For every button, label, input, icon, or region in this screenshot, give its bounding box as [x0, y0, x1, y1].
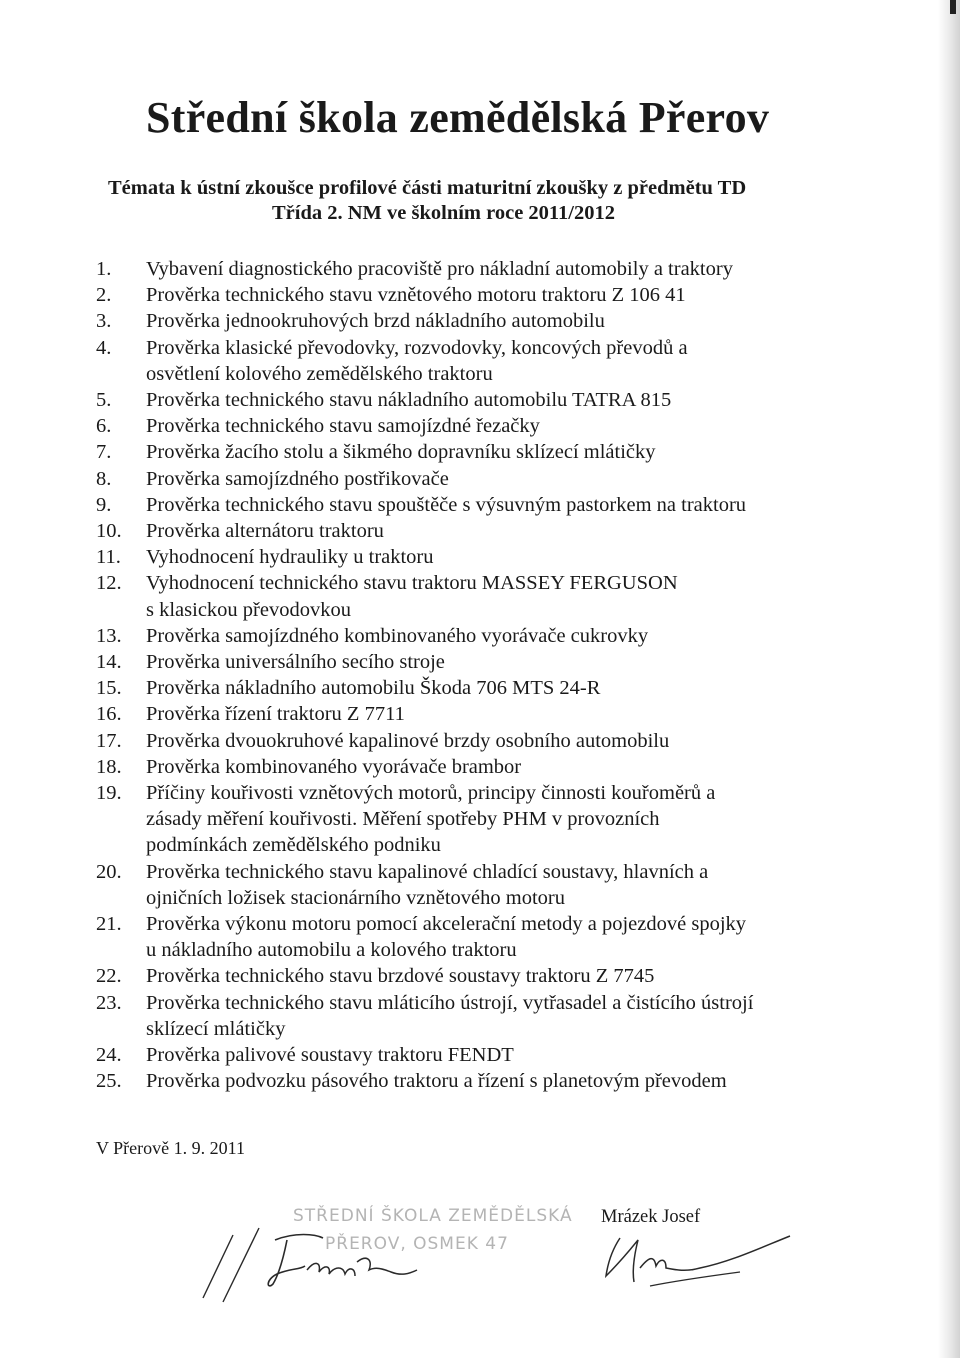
topic-text: Prověrka alternátoru traktoru [146, 520, 384, 543]
topic-item [96, 256, 826, 282]
topic-number: 18. [96, 755, 122, 778]
topic-item [96, 518, 826, 544]
topic-item [96, 754, 826, 780]
topic-number: 21. [96, 913, 122, 936]
topic-item [96, 335, 826, 387]
scan-edge [938, 0, 960, 1358]
class-year-line: Třída 2. NM ve školním roce 2011/2012 [272, 202, 615, 224]
topic-number: 22. [96, 965, 122, 988]
topic-number: 3. [96, 310, 112, 333]
topic-number: 11. [96, 546, 121, 569]
topic-item [96, 780, 826, 859]
topic-text: Prověrka palivové soustavy traktoru FENDT [146, 1044, 514, 1067]
topic-number: 19. [96, 782, 122, 805]
topic-number: 8. [96, 467, 112, 490]
topic-text: Prověrka samojízdného postřikovače [146, 467, 449, 490]
topic-number: 1. [96, 258, 112, 280]
topic-item [96, 570, 826, 622]
topic-text: Prověrka dvouokruhové kapalinové brzdy osobního automobilu [146, 729, 670, 752]
topic-item [96, 308, 826, 334]
topic-text: Prověrka kombinovaného vyorávače brambor [146, 755, 522, 778]
topic-item [96, 439, 826, 465]
topic-text: Příčiny kouřivosti vznětových motorů, principy činnosti kouřoměrů a zásady měření kouřivosti. Měření spotřeby PHM v provozních podmínkách zemědělského podniku [146, 782, 716, 857]
topic-item [96, 963, 826, 989]
topic-text: Prověrka technického stavu vznětového motoru traktoru Z 106 41 [146, 284, 686, 307]
topic-number: 20. [96, 860, 122, 883]
scan-mark [950, 0, 956, 14]
topic-number: 7. [96, 441, 112, 464]
topic-item [96, 728, 826, 754]
topic-number: 6. [96, 415, 112, 438]
signatory-signature [590, 1228, 810, 1298]
topic-text: Vyhodnocení technického stavu traktoru MASSEY FERGUSON s klasickou převodovkou [146, 572, 678, 621]
topic-number: 15. [96, 677, 122, 700]
topic-number: 5. [96, 389, 112, 412]
topic-text: Prověrka technického stavu samojízdné řezačky [146, 415, 540, 438]
topic-text: Prověrka podvozku pásového traktoru a řízení s planetovým převodem [146, 1070, 727, 1093]
topic-text: Prověrka technického stavu spouštěče s výsuvným pastorkem na traktoru [146, 493, 747, 516]
topic-item [96, 413, 826, 439]
topic-item [96, 387, 826, 413]
topic-text: Prověrka universálního secího stroje [146, 651, 445, 674]
topic-number: 16. [96, 703, 122, 726]
topic-number: 24. [96, 1044, 122, 1067]
topic-number: 14. [96, 651, 122, 674]
svg-text:STŘEDNÍ ŠKOLA ZEMĚDĚLSKÁ: STŘEDNÍ ŠKOLA ZEMĚDĚLSKÁ [293, 1206, 573, 1226]
topic-text: Prověrka technického stavu nákladního automobilu TATRA 815 [146, 389, 672, 412]
principal-signature [195, 1210, 445, 1310]
topic-text: Prověrka klasické převodovky, rozvodovky, koncových převodů a osvětlení kolového zemědělského traktoru [146, 336, 688, 385]
topic-number: 13. [96, 624, 122, 647]
topic-number: 9. [96, 493, 112, 516]
topic-text: Vybavení diagnostického pracoviště pro nákladní automobily a traktory [146, 258, 733, 280]
topic-text: Prověrka samojízdného kombinovaného vyorávače cukrovky [146, 624, 649, 647]
topic-text: Prověrka řízení traktoru Z 7711 [146, 703, 405, 726]
topic-list [96, 256, 826, 1095]
place-date: V Přerově 1. 9. 2011 [96, 1138, 245, 1158]
signatory-name: Mrázek Josef [601, 1207, 701, 1227]
svg-text:PŘEROV, OSMEK 47: PŘEROV, OSMEK 47 [325, 1234, 509, 1254]
document-subtitle: Témata k ústní zkoušce profilové části maturitní zkoušky z předmětu TD [108, 177, 747, 199]
topic-text: Prověrka jednookruhových brzd nákladního automobilu [146, 310, 605, 333]
topic-number: 4. [96, 336, 112, 359]
page-title: Střední škola zemědělská Přerov [146, 93, 770, 142]
topic-number: 25. [96, 1070, 122, 1093]
topic-item [96, 1068, 826, 1094]
topic-item [96, 544, 826, 570]
topic-item [96, 649, 826, 675]
topic-item [96, 911, 826, 963]
topic-number: 23. [96, 991, 122, 1014]
topic-number: 2. [96, 284, 112, 307]
topic-item [96, 859, 826, 911]
topic-item [96, 675, 826, 701]
topic-text: Prověrka technického stavu kapalinové chladící soustavy, hlavních a ojničních ložisek stacionárního vznětového motoru [146, 860, 709, 909]
topic-item [96, 492, 826, 518]
topic-item [96, 990, 826, 1042]
topic-text: Prověrka nákladního automobilu Škoda 706 MTS 24-R [146, 677, 601, 700]
topic-number: 12. [96, 572, 122, 595]
topic-text: Prověrka výkonu motoru pomocí akcelerační metody a pojezdové spojky u nákladního automobilu a kolového traktoru [146, 913, 747, 962]
topic-text: Prověrka technického stavu mláticího ústrojí, vytřasadel a čistícího ústrojí sklízecí mlátičky [146, 991, 754, 1040]
topic-text: Vyhodnocení hydrauliky u traktoru [146, 546, 434, 569]
topic-item [96, 282, 826, 308]
topic-item [96, 623, 826, 649]
topic-text: Prověrka technického stavu brzdové soustavy traktoru Z 7745 [146, 965, 655, 988]
topic-text: Prověrka žacího stolu a šikmého dopravníku sklízecí mlátičky [146, 441, 656, 464]
topic-item [96, 1042, 826, 1068]
topic-number: 17. [96, 729, 122, 752]
topic-item [96, 701, 826, 727]
topic-item [96, 466, 826, 492]
topic-number: 10. [96, 520, 122, 543]
